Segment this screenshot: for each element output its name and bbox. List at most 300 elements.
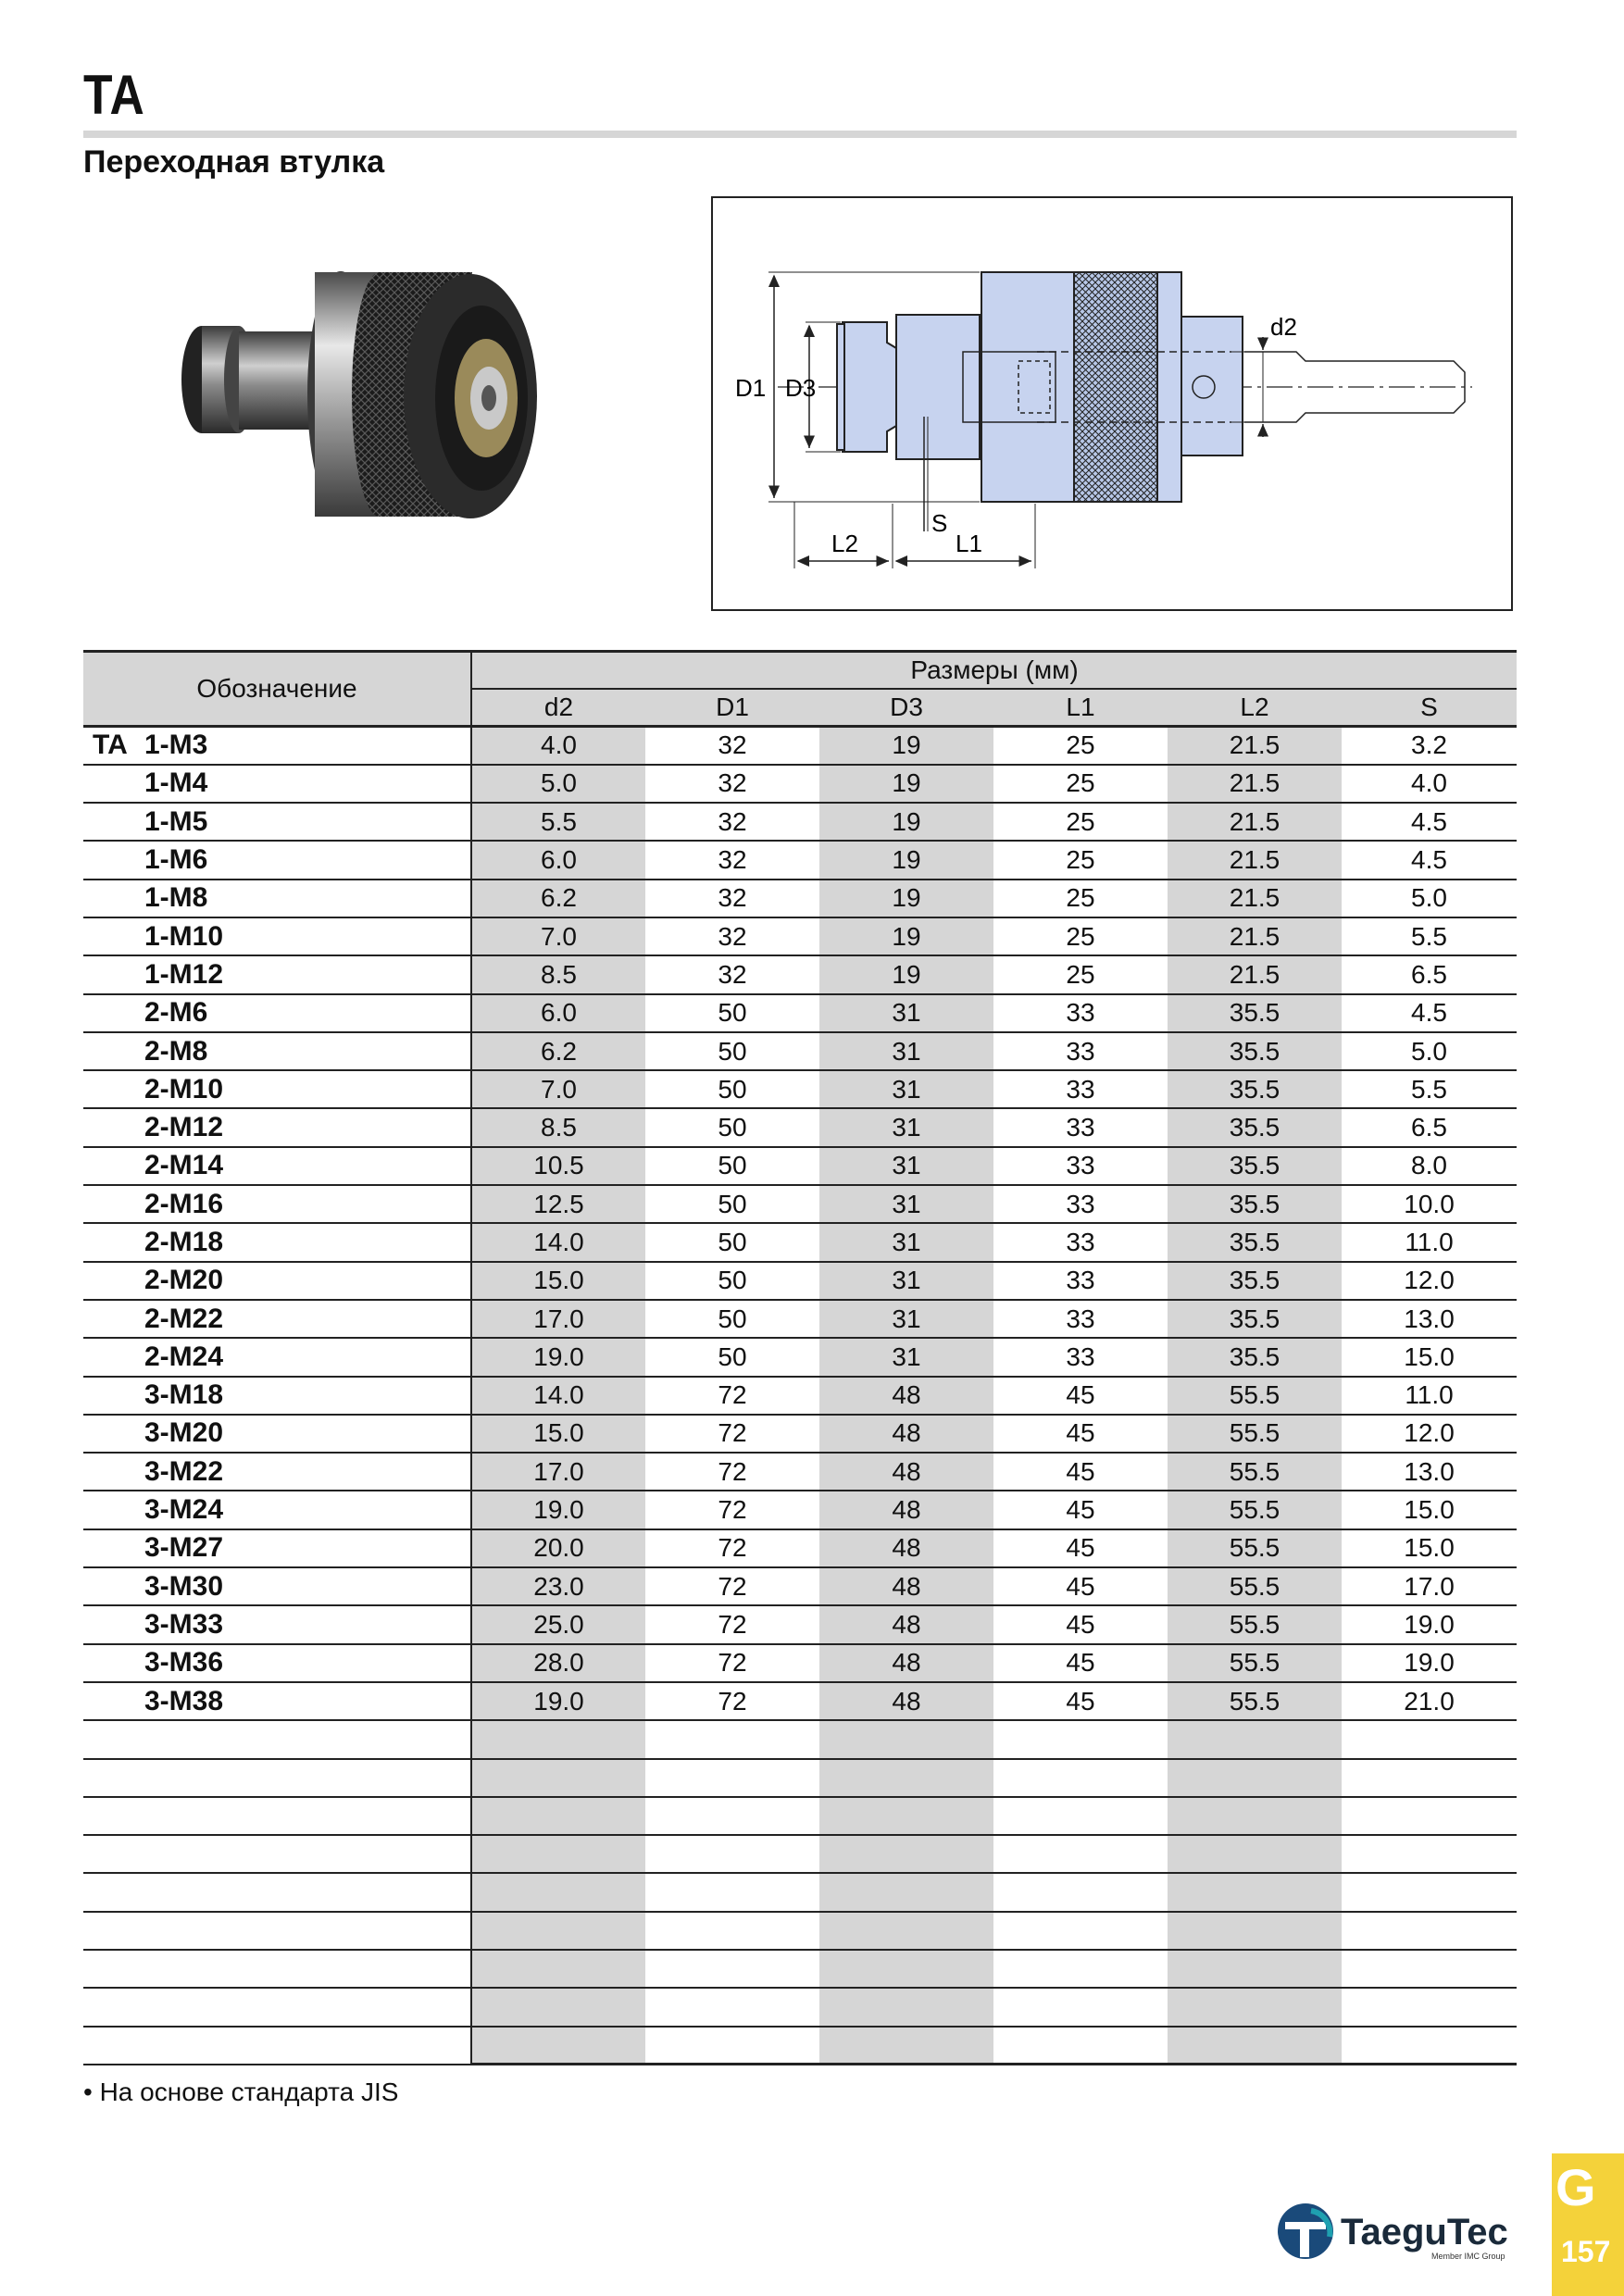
designation-label: 3-M24 xyxy=(144,1494,224,1526)
cell-d2: 25.0 xyxy=(471,1605,645,1643)
cell-d2: 6.2 xyxy=(471,1032,645,1070)
table-row xyxy=(83,1415,1517,1453)
cell-l1: 45 xyxy=(993,1567,1168,1605)
empty-cell xyxy=(645,1835,819,1873)
designation-cell xyxy=(83,841,471,879)
cell-l1: 33 xyxy=(993,1032,1168,1070)
empty-cell xyxy=(993,1835,1168,1873)
table-row xyxy=(83,1682,1517,1720)
cell-l1: 33 xyxy=(993,1185,1168,1223)
designation-cell xyxy=(83,1682,471,1720)
table-row xyxy=(83,1491,1517,1529)
cell-s: 15.0 xyxy=(1342,1338,1517,1376)
cell-d3: 19 xyxy=(819,955,993,993)
cell-d1: 50 xyxy=(645,1338,819,1376)
empty-row xyxy=(83,1720,1517,1758)
cell-d3: 48 xyxy=(819,1453,993,1491)
designation-label: 3-M18 xyxy=(144,1379,224,1411)
empty-cell xyxy=(1168,1835,1342,1873)
cell-d3: 48 xyxy=(819,1415,993,1453)
cell-s: 10.0 xyxy=(1342,1185,1517,1223)
cell-d3: 48 xyxy=(819,1567,993,1605)
cell-l1: 45 xyxy=(993,1415,1168,1453)
designation-cell xyxy=(83,1644,471,1682)
table-row xyxy=(83,1108,1517,1146)
cell-d1: 32 xyxy=(645,880,819,917)
cell-d1: 32 xyxy=(645,765,819,803)
empty-cell xyxy=(645,1873,819,1911)
technical-diagram xyxy=(711,196,1513,611)
cell-l2: 21.5 xyxy=(1168,880,1342,917)
cell-l2: 21.5 xyxy=(1168,955,1342,993)
label-L2: L2 xyxy=(831,530,858,557)
cell-d2: 6.0 xyxy=(471,994,645,1032)
table-row xyxy=(83,1147,1517,1185)
cell-s: 3.2 xyxy=(1342,727,1517,765)
cell-s: 17.0 xyxy=(1342,1567,1517,1605)
cell-d1: 32 xyxy=(645,917,819,955)
table-row xyxy=(83,994,1517,1032)
cell-l2: 55.5 xyxy=(1168,1644,1342,1682)
designation-cell xyxy=(83,1300,471,1338)
footnote: • На основе стандарта JIS xyxy=(83,2078,399,2106)
cell-d2: 23.0 xyxy=(471,1567,645,1605)
cell-d3: 48 xyxy=(819,1644,993,1682)
cell-l2: 35.5 xyxy=(1168,1338,1342,1376)
cell-d2: 5.0 xyxy=(471,765,645,803)
table-row xyxy=(83,1300,1517,1338)
cell-l2: 55.5 xyxy=(1168,1682,1342,1720)
designation-label: 1-M12 xyxy=(144,958,224,990)
cell-d1: 50 xyxy=(645,1108,819,1146)
cell-d2: 28.0 xyxy=(471,1644,645,1682)
empty-cell xyxy=(993,2027,1168,2065)
designation-cell xyxy=(83,1950,471,1988)
empty-cell xyxy=(819,1912,993,1950)
page-subtitle: Переходная втулка xyxy=(83,144,385,180)
table-row xyxy=(83,803,1517,841)
empty-cell xyxy=(645,1797,819,1835)
cell-l1: 33 xyxy=(993,1262,1168,1300)
table-row xyxy=(83,1453,1517,1491)
empty-cell xyxy=(1168,2027,1342,2065)
empty-row xyxy=(83,1912,1517,1950)
cell-d1: 72 xyxy=(645,1529,819,1567)
empty-cell xyxy=(471,2027,645,2065)
cell-d2: 20.0 xyxy=(471,1529,645,1567)
cell-d2: 17.0 xyxy=(471,1300,645,1338)
table-row xyxy=(83,727,1517,765)
title-rule xyxy=(83,131,1517,138)
designation-cell xyxy=(83,1567,471,1605)
cell-d1: 72 xyxy=(645,1377,819,1415)
cell-l2: 55.5 xyxy=(1168,1491,1342,1529)
cell-d2: 15.0 xyxy=(471,1415,645,1453)
designation-cell xyxy=(83,917,471,955)
designation-label: 2-M16 xyxy=(144,1188,224,1219)
cell-l1: 25 xyxy=(993,955,1168,993)
designation-cell xyxy=(83,1988,471,2026)
label-D1: D1 xyxy=(735,374,767,402)
cell-s: 5.5 xyxy=(1342,917,1517,955)
cell-d1: 72 xyxy=(645,1415,819,1453)
designation-label: 3-M30 xyxy=(144,1570,224,1602)
cell-s: 13.0 xyxy=(1342,1300,1517,1338)
cell-l1: 25 xyxy=(993,727,1168,765)
cell-d3: 31 xyxy=(819,1262,993,1300)
cell-s: 12.0 xyxy=(1342,1415,1517,1453)
cell-l2: 35.5 xyxy=(1168,1300,1342,1338)
cell-l2: 55.5 xyxy=(1168,1567,1342,1605)
cell-l2: 21.5 xyxy=(1168,803,1342,841)
empty-cell xyxy=(819,1797,993,1835)
cell-s: 5.0 xyxy=(1342,1032,1517,1070)
designation-cell xyxy=(83,1377,471,1415)
designation-label: 3-M20 xyxy=(144,1417,224,1449)
designation-cell xyxy=(83,1912,471,1950)
cell-s: 5.0 xyxy=(1342,880,1517,917)
empty-cell xyxy=(1342,1950,1517,1988)
cell-s: 8.0 xyxy=(1342,1147,1517,1185)
cell-d1: 32 xyxy=(645,955,819,993)
page-number: 157 xyxy=(1561,2235,1611,2268)
cell-d1: 72 xyxy=(645,1491,819,1529)
empty-row xyxy=(83,1835,1517,1873)
cell-l2: 35.5 xyxy=(1168,1147,1342,1185)
cell-l1: 33 xyxy=(993,1108,1168,1146)
designation-label: 1-M10 xyxy=(144,920,224,952)
cell-d1: 32 xyxy=(645,803,819,841)
empty-cell xyxy=(993,1759,1168,1797)
designation-cell xyxy=(83,1720,471,1758)
cell-l1: 25 xyxy=(993,841,1168,879)
designation-cell xyxy=(83,1070,471,1108)
empty-row xyxy=(83,1988,1517,2026)
designation-cell xyxy=(83,1338,471,1376)
empty-row xyxy=(83,1873,1517,1911)
cell-d1: 72 xyxy=(645,1682,819,1720)
designation-cell xyxy=(83,1605,471,1643)
table-row xyxy=(83,1377,1517,1415)
empty-cell xyxy=(645,1950,819,1988)
empty-row xyxy=(83,1759,1517,1797)
designation-label: 1-M8 xyxy=(144,882,208,914)
cell-s: 5.5 xyxy=(1342,1070,1517,1108)
cell-l1: 45 xyxy=(993,1682,1168,1720)
designation-label: 3-M38 xyxy=(144,1685,224,1716)
empty-row xyxy=(83,2027,1517,2065)
cell-l1: 45 xyxy=(993,1491,1168,1529)
designation-label: 1-M6 xyxy=(144,844,208,876)
cell-s: 12.0 xyxy=(1342,1262,1517,1300)
empty-cell xyxy=(1168,1720,1342,1758)
cell-d1: 50 xyxy=(645,1032,819,1070)
empty-row xyxy=(83,1950,1517,1988)
designation-label: 2-M10 xyxy=(144,1073,224,1104)
empty-cell xyxy=(819,1720,993,1758)
cell-l1: 33 xyxy=(993,1338,1168,1376)
empty-row xyxy=(83,1797,1517,1835)
cell-d1: 50 xyxy=(645,994,819,1032)
cell-d1: 72 xyxy=(645,1567,819,1605)
cell-d3: 19 xyxy=(819,765,993,803)
empty-cell xyxy=(819,1988,993,2026)
cell-l1: 45 xyxy=(993,1453,1168,1491)
designation-cell xyxy=(83,765,471,803)
empty-cell xyxy=(1342,1720,1517,1758)
empty-cell xyxy=(471,1797,645,1835)
cell-d2: 15.0 xyxy=(471,1262,645,1300)
empty-cell xyxy=(1168,1873,1342,1911)
empty-cell xyxy=(645,1988,819,2026)
cell-l2: 35.5 xyxy=(1168,1032,1342,1070)
cell-s: 19.0 xyxy=(1342,1644,1517,1682)
designation-label: 2-M14 xyxy=(144,1150,224,1181)
cell-d2: 19.0 xyxy=(471,1491,645,1529)
empty-cell xyxy=(645,1759,819,1797)
table-row xyxy=(83,1185,1517,1223)
cell-d1: 72 xyxy=(645,1453,819,1491)
table-row xyxy=(83,1223,1517,1261)
cell-l1: 25 xyxy=(993,917,1168,955)
table-row xyxy=(83,1070,1517,1108)
cell-l1: 33 xyxy=(993,1223,1168,1261)
cell-d3: 19 xyxy=(819,727,993,765)
designation-cell xyxy=(83,1529,471,1567)
designation-label: 2-M22 xyxy=(144,1303,224,1334)
designation-cell xyxy=(83,1453,471,1491)
empty-cell xyxy=(819,2027,993,2065)
designation-label: 2-M8 xyxy=(144,1035,208,1067)
empty-cell xyxy=(819,1759,993,1797)
designation-cell xyxy=(83,2027,471,2065)
cell-d3: 48 xyxy=(819,1377,993,1415)
header-col-l1: L1 xyxy=(993,689,1168,727)
cell-l2: 21.5 xyxy=(1168,727,1342,765)
label-d2: d2 xyxy=(1270,313,1297,341)
designation-label: 1-M3 xyxy=(144,730,208,761)
empty-cell xyxy=(819,1950,993,1988)
cell-d2: 5.5 xyxy=(471,803,645,841)
cell-d3: 19 xyxy=(819,880,993,917)
table-row xyxy=(83,841,1517,879)
empty-cell xyxy=(819,1835,993,1873)
cell-d3: 31 xyxy=(819,1147,993,1185)
cell-d1: 50 xyxy=(645,1185,819,1223)
cell-d3: 31 xyxy=(819,1032,993,1070)
cell-d3: 31 xyxy=(819,994,993,1032)
empty-cell xyxy=(471,1912,645,1950)
designation-cell xyxy=(83,1797,471,1835)
empty-cell xyxy=(1342,1835,1517,1873)
designation-label: 2-M6 xyxy=(144,997,208,1029)
header-designation: Обозначение xyxy=(83,652,471,727)
cell-l1: 33 xyxy=(993,1300,1168,1338)
cell-d2: 7.0 xyxy=(471,917,645,955)
cell-d1: 72 xyxy=(645,1605,819,1643)
cell-d2: 12.5 xyxy=(471,1185,645,1223)
designation-cell xyxy=(83,1835,471,1873)
table-row xyxy=(83,1644,1517,1682)
label-D3: D3 xyxy=(785,374,817,402)
cell-s: 15.0 xyxy=(1342,1529,1517,1567)
designation-cell xyxy=(83,727,471,765)
empty-cell xyxy=(1342,1759,1517,1797)
section-letter: G xyxy=(1555,2158,1596,2216)
cell-d2: 14.0 xyxy=(471,1377,645,1415)
cell-l1: 25 xyxy=(993,803,1168,841)
empty-cell xyxy=(1168,1759,1342,1797)
empty-cell xyxy=(993,1873,1168,1911)
designation-label: 1-M5 xyxy=(144,805,208,837)
label-L1: L1 xyxy=(956,530,982,557)
header-dimensions: Размеры (мм) xyxy=(471,652,1517,689)
designation-cell xyxy=(83,1759,471,1797)
cell-s: 4.0 xyxy=(1342,765,1517,803)
product-photo xyxy=(176,259,611,555)
cell-s: 21.0 xyxy=(1342,1682,1517,1720)
cell-d2: 7.0 xyxy=(471,1070,645,1108)
empty-cell xyxy=(1342,1988,1517,2026)
table-row xyxy=(83,1529,1517,1567)
cell-d2: 6.2 xyxy=(471,880,645,917)
cell-s: 4.5 xyxy=(1342,841,1517,879)
cell-l1: 45 xyxy=(993,1377,1168,1415)
cell-d3: 48 xyxy=(819,1682,993,1720)
designation-cell xyxy=(83,1108,471,1146)
cell-d2: 8.5 xyxy=(471,1108,645,1146)
cell-d3: 31 xyxy=(819,1300,993,1338)
header-col-d1: D1 xyxy=(645,689,819,727)
empty-cell xyxy=(471,1988,645,2026)
cell-d2: 8.5 xyxy=(471,955,645,993)
cell-d1: 32 xyxy=(645,841,819,879)
empty-cell xyxy=(819,1873,993,1911)
cell-l2: 21.5 xyxy=(1168,765,1342,803)
designation-cell xyxy=(83,1147,471,1185)
label-S: S xyxy=(931,509,948,537)
cell-d3: 31 xyxy=(819,1338,993,1376)
cell-d2: 19.0 xyxy=(471,1338,645,1376)
empty-cell xyxy=(1342,1873,1517,1911)
empty-cell xyxy=(471,1873,645,1911)
cell-d1: 50 xyxy=(645,1070,819,1108)
logo-tagline: Member IMC Group xyxy=(1431,2252,1505,2261)
cell-d3: 48 xyxy=(819,1491,993,1529)
designation-label: 2-M24 xyxy=(144,1341,224,1372)
designation-label: 3-M36 xyxy=(144,1647,224,1678)
dimensions-table xyxy=(83,650,1517,2065)
cell-l1: 45 xyxy=(993,1644,1168,1682)
cell-l2: 55.5 xyxy=(1168,1377,1342,1415)
designation-cell xyxy=(83,1262,471,1300)
header-col-d3: D3 xyxy=(819,689,993,727)
cell-d1: 50 xyxy=(645,1223,819,1261)
empty-cell xyxy=(645,2027,819,2065)
table-row xyxy=(83,765,1517,803)
empty-cell xyxy=(645,1912,819,1950)
cell-d3: 31 xyxy=(819,1223,993,1261)
series-prefix: TA xyxy=(93,730,128,761)
table-row xyxy=(83,917,1517,955)
cell-l1: 33 xyxy=(993,1070,1168,1108)
cell-s: 15.0 xyxy=(1342,1491,1517,1529)
cell-d3: 19 xyxy=(819,917,993,955)
cell-l2: 55.5 xyxy=(1168,1453,1342,1491)
empty-cell xyxy=(1168,1988,1342,2026)
designation-cell xyxy=(83,803,471,841)
cell-s: 13.0 xyxy=(1342,1453,1517,1491)
designation-label: 2-M18 xyxy=(144,1227,224,1257)
cell-d3: 19 xyxy=(819,841,993,879)
table-row xyxy=(83,1262,1517,1300)
cell-l2: 35.5 xyxy=(1168,1223,1342,1261)
designation-cell xyxy=(83,994,471,1032)
empty-cell xyxy=(1168,1912,1342,1950)
designation-cell xyxy=(83,1032,471,1070)
designation-cell xyxy=(83,880,471,917)
designation-cell xyxy=(83,1223,471,1261)
cell-l1: 33 xyxy=(993,994,1168,1032)
empty-cell xyxy=(471,1835,645,1873)
cell-d1: 32 xyxy=(645,727,819,765)
cell-d2: 4.0 xyxy=(471,727,645,765)
page-title: TA xyxy=(83,64,145,126)
cell-d3: 31 xyxy=(819,1070,993,1108)
table-row xyxy=(83,1338,1517,1376)
empty-cell xyxy=(471,1950,645,1988)
cell-l1: 45 xyxy=(993,1529,1168,1567)
cell-d2: 19.0 xyxy=(471,1682,645,1720)
empty-cell xyxy=(1168,1950,1342,1988)
cell-s: 6.5 xyxy=(1342,1108,1517,1146)
cell-d1: 50 xyxy=(645,1262,819,1300)
empty-cell xyxy=(1342,1797,1517,1835)
empty-cell xyxy=(993,1950,1168,1988)
cell-l2: 35.5 xyxy=(1168,1185,1342,1223)
cell-d2: 17.0 xyxy=(471,1453,645,1491)
cell-d2: 14.0 xyxy=(471,1223,645,1261)
header-col-s: S xyxy=(1342,689,1517,727)
cell-l2: 55.5 xyxy=(1168,1605,1342,1643)
empty-cell xyxy=(993,1797,1168,1835)
designation-label: 1-M4 xyxy=(144,767,208,799)
cell-d3: 19 xyxy=(819,803,993,841)
cell-l2: 35.5 xyxy=(1168,1262,1342,1300)
cell-s: 4.5 xyxy=(1342,803,1517,841)
table-row xyxy=(83,1567,1517,1605)
empty-cell xyxy=(645,1720,819,1758)
empty-cell xyxy=(993,1720,1168,1758)
header-col-d2: d2 xyxy=(471,689,645,727)
designation-cell xyxy=(83,1185,471,1223)
cell-d3: 31 xyxy=(819,1185,993,1223)
cell-l2: 55.5 xyxy=(1168,1415,1342,1453)
empty-cell xyxy=(1168,1797,1342,1835)
cell-s: 6.5 xyxy=(1342,955,1517,993)
cell-d2: 6.0 xyxy=(471,841,645,879)
cell-l2: 55.5 xyxy=(1168,1529,1342,1567)
cell-d1: 72 xyxy=(645,1644,819,1682)
designation-cell xyxy=(83,1491,471,1529)
designation-label: 2-M20 xyxy=(144,1265,224,1296)
cell-l2: 35.5 xyxy=(1168,1070,1342,1108)
empty-cell xyxy=(993,1988,1168,2026)
empty-cell xyxy=(471,1720,645,1758)
table-row xyxy=(83,880,1517,917)
brand-logo xyxy=(1276,2200,1517,2265)
empty-cell xyxy=(471,1759,645,1797)
